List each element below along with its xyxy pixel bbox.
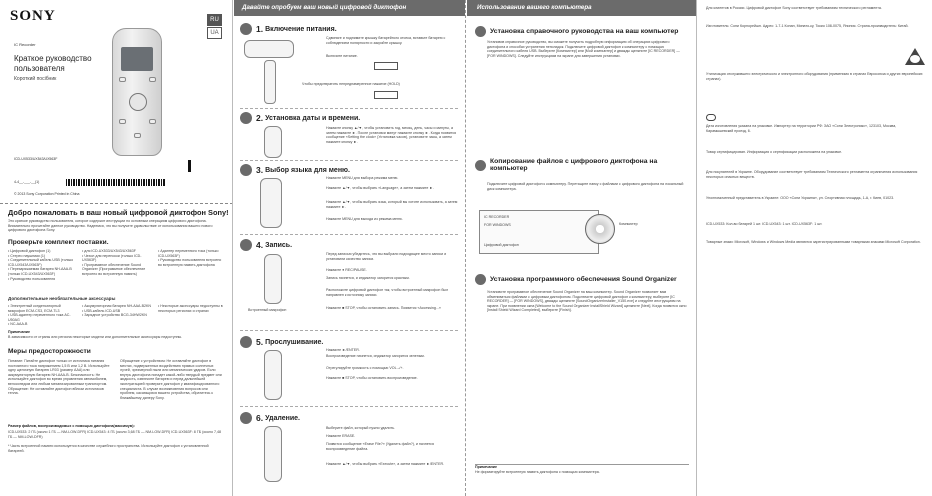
divider [240, 234, 458, 235]
legal-text: Уполномоченный представитель в Украине: ООО «Сони Украина», ул. Спортивная площадь, 1-А, г. Киев, 01023. [706, 196, 895, 200]
list-item: • Руководство пользователя [8, 277, 76, 282]
step-5-title [240, 336, 323, 348]
footnote-sizes: ICD-UX533: 2 ГБ (около 1 ГБ — NM-LOW-DFR) ICD-UX543: 4 ГБ (около 3,68 ГБ — NM-LOW-DFR) ICD-UX563F: 8 ГБ (около 7,48 ГБ — NM-LOW-DFR) [8, 430, 221, 439]
step-bullet-icon [240, 112, 252, 124]
step-1-power: Включите питание. [326, 54, 358, 58]
step-number: 2. [256, 113, 264, 123]
step-3-item: Нажмите MENU для выбора режима меню. [326, 176, 399, 180]
install-guide-text: Установив справочное руководство, вы сможете получить подробную информацию об операциях цифрового диктофона и способах устранения неполадок. Подключите цифровой диктофон к компьютеру с помощью соединительного кабеля USB. Выберите [Компьютер] или [Мой компьютер] и дважды щелкните [IC RECORDER] — [FOR WINDOWS]. Следуйте инструкциям на экране для завершения установки. [487, 40, 680, 58]
recorder-illustration [264, 254, 282, 304]
recorder-button [149, 119, 156, 124]
divider [240, 406, 458, 407]
step-number: 3. [256, 165, 264, 175]
step-number: 1. [256, 24, 264, 34]
step-5-item: Воспроизведение начнется, индикатор загорится зеленым. [326, 354, 425, 358]
quick-steps-panel [234, 0, 466, 496]
step-3-item: Нажмите ▲/▼, чтобы выбрать язык, который вы хотите использовать, а затем нажмите ►. [326, 200, 458, 209]
intro-text: Это краткое руководство пользователя, которое содержит инструкции по основным операциям цифрового диктофона. Внимательно прочитайте данное руководство. Надеемся, что вы получите удовольствие от использования вашего нового цифрового диктофона Sony. [8, 219, 213, 233]
contents-list-3 [158, 249, 226, 267]
step-3-item: Нажмите ▲/▼, чтобы выбрать «Language», а затем нажмите ►. [326, 186, 434, 190]
computer-panel [467, 0, 697, 496]
step-6-item: Выберите файл, который нужно удалить. [326, 426, 395, 430]
list-item: • Соединительный кабель USB (только ICD-UX543/UX563F) [8, 258, 76, 267]
section-title-text: Копирование файлов с цифрового диктофона на компьютер [489, 158, 658, 172]
device-label: Цифровой диктофон [484, 243, 519, 247]
section-bullet-icon [475, 274, 486, 285]
cover-panel [0, 0, 233, 496]
lang-tab-ru: RU [207, 14, 222, 26]
list-item: • Программное обеспечение Sound Organizer (Программное обеспечение встроено во встроенную память) [82, 263, 152, 277]
step-2-title [240, 112, 360, 124]
legal-panel [698, 0, 932, 496]
note-label: Примечание [8, 330, 31, 334]
model-numbers: ICD-UX533/UX543/UX563F [14, 157, 58, 161]
step-title-text: Удаление. [265, 414, 300, 422]
step-title-text: Запись. [265, 241, 293, 249]
step-1-title [240, 23, 337, 35]
barcode [66, 179, 166, 186]
list-item: • Зарядное устройство BCG-34HW2KN [82, 313, 152, 318]
step-bullet-icon [240, 23, 252, 35]
power-switch-illustration [374, 62, 398, 70]
divider [240, 160, 458, 161]
recorder-illustration [264, 350, 282, 400]
step-title-text: Установка даты и времени. [265, 114, 361, 122]
legal-text: Дата изготовления указана на упаковке. Импортер на территории РФ: ЗАО «Сони Электроникс», 123103, Москва, Карамышевский проезд, 6. [706, 124, 897, 133]
step-5-item: Нажмите ►/ENTER. [326, 348, 360, 352]
note-text: В зависимости от страны или региона некоторые модели или дополнительные аксессуары недоступны. [8, 335, 183, 339]
step-2-instruction: Нажмите кнопку ▲/▼, чтобы установить год, месяц, день, часы и минуты, а затем нажмите ►. После установки минут нажмите кнопку ►. Когда появится сообщение «Setting the clock» (Установка часов), установите часы, а затем нажмите кнопку ►. [326, 126, 457, 144]
list-item: • Некоторые аксессуары недоступны в некоторых регионах и странах [158, 304, 226, 313]
section-install-guide-heading [475, 26, 678, 37]
step-6-item: Нажмите ERASE. [326, 434, 356, 438]
warning-triangle-inner [910, 55, 920, 63]
product-type: IC Recorder [14, 42, 36, 47]
guide-title-ua: Короткий посібник [14, 76, 57, 82]
guide-title: Краткое руководство пользователя [14, 54, 92, 73]
list-item: • NC-AAA-B [8, 322, 76, 327]
divider [0, 203, 233, 204]
step-title-text: Включение питания. [265, 25, 337, 33]
precautions-col-1: Питание: Питайте диктофон только от источника питания постоянного тока напряжением 1,5 В или 1,2 В. Используйте одну щелочную батарею LR03 (размер AAA) или аккумуляторную батарею NH-AAA-B. Безопасность: Не используйте диктофон во время управления автомобилем, велосипедом или любым механизированным транспортом. Обращение: Не оставляйте диктофон вблизи источников тепла. [8, 359, 110, 396]
list-item: • USB-кабель ICD-USB [82, 309, 152, 314]
step-title-text: Прослушивание. [265, 338, 324, 346]
list-item: • Перезаряжаемая батарея NH-AAA-B (только ICD-UX543/UX563F) [8, 267, 76, 276]
step-bullet-icon [240, 336, 252, 348]
step-number: 4. [256, 240, 264, 250]
list-item: • Электретный конденсаторный микрофон ECM-CS3, ECM-TL3 [8, 304, 76, 313]
folder-label: FOR WINDOWS [484, 223, 511, 227]
step-6-item: Появится сообщение «Erase File?» (Удалить файл?), и начнется воспроизведение файла. [326, 442, 434, 451]
folder-label: IC RECORDER [484, 215, 510, 219]
step-1-instruction: Сдвиньте и поднимите крышку батарейного отсека, вставьте батарею с соблюдением полярности и закройте крышку. [326, 36, 446, 45]
recorder-illustration [112, 28, 162, 156]
accessories-list-1 [8, 304, 76, 327]
step-number: 6. [256, 413, 264, 423]
recorder-button [149, 77, 156, 82]
step-1-hold: Чтобы предотвратить непреднамеренное нажатие (HOLD) [302, 82, 400, 86]
precautions-col-2: Обращение с устройством: Не оставляйте диктофон в местах, подверженных воздействию прямых солнечных лучей, чрезмерной пыли или механических ударов. Если внутрь диктофона попадет какой-либо твердый предмет или жидкость, извлеките батарею и перед дальнейшей эксплуатацией проверьте диктофон у квалифицированного специалиста. В случае возникновения вопросов или проблем, касающихся вашего устройства, обратитесь к ближайшему дилеру Sony. [120, 359, 222, 400]
recorder-screen [121, 47, 153, 71]
contents-list-1 [8, 249, 76, 281]
step-4-item: Запись начнется, и индикатор загорится красным. [326, 276, 410, 280]
legal-text: Изготовитель: Сони Корпорейшн. Адрес: 1-7-1 Конан, Минато-ку, Токио 108-0075, Япония. Страна-производитель: Китай. [706, 24, 909, 28]
step-4-title [240, 239, 292, 251]
recorder-side-illustration [264, 60, 276, 104]
welcome-heading: Добро пожаловать в ваш новый цифровой диктофон Sony! [8, 208, 229, 217]
step-bullet-icon [240, 164, 252, 176]
recorder-illustration [264, 426, 282, 482]
recorder-button [119, 119, 126, 124]
computer-drive-icon [585, 214, 615, 244]
recorder-button [134, 133, 141, 138]
section-title-text: Установка программного обеспечения Sound Organizer [490, 276, 677, 283]
copyright: © 2013 Sony Corporation Printed in China [14, 192, 80, 196]
step-5-item: Отрегулируйте громкость с помощью VOL –/+. [326, 366, 404, 370]
step-bullet-icon [240, 239, 252, 251]
step-4-note: Перед записью убедитесь, что вы выбрали подходящее место записи и установили качество записи. [326, 252, 447, 261]
step-4-item: Нажмите ■ STOP, чтобы остановить запись. Появится «Accessing...» [326, 306, 441, 310]
recorder-button [119, 77, 126, 82]
footnote-title: Размер файлов, воспроизводимых с помощью диктофона(максимум): [8, 424, 135, 428]
language-tabs [207, 14, 222, 40]
list-item: • Адаптер переменного тока (только ICD-UX563F) [158, 249, 226, 258]
legal-text: Утилизация отслужившего электрического и электронного оборудования (применимо в странах Евросоюза и других европейских странах). [706, 72, 923, 81]
legal-text: Товарные знаки: Microsoft, Windows и Windows Media являются зарегистрированными товарными знаками Microsoft Corporation. [706, 240, 921, 244]
computer-label: Компьютер [619, 222, 638, 226]
brand-logo: SONY [10, 8, 56, 24]
recycle-icon [706, 114, 716, 121]
marker-bar [188, 160, 191, 172]
battery-illustration [244, 40, 294, 58]
step-4-item: Расположите цифровой диктофон так, чтобы встроенный микрофон был направлен к источнику записи. [326, 288, 449, 297]
step-4-item: Нажмите ● REC/PAUSE. [326, 268, 367, 272]
panel-header: Использование вашего компьютера [467, 0, 697, 16]
step-title-text: Выбор языка для меню. [265, 166, 350, 174]
sound-organizer-text: Установите программное обеспечение Sound Organizer на ваш компьютер. Sound Organizer позволяет вам обмениваться файлами с цифровым диктофоном. Подключите цифровой диктофон к компьютеру, выберите [IC RECORDER] — [FOR WINDOWS], дважды щелкните [SoundOrganizerInstaller_V150.exe] и следуйте инструкциям на экране. При появлении окна [Welcome to the Sound Organizer InstallShield Wizard] щелкните [Next]. Когда появится окно [Install Shield Wizard Completed], выберите [Finish]. [487, 290, 687, 313]
section-bullet-icon [475, 160, 486, 171]
step-number: 5. [256, 337, 264, 347]
list-item: • Цифровой диктофон (1) [8, 249, 76, 254]
note-text: Не форматируйте встроенную память диктофона с помощью компьютера. [475, 469, 600, 474]
step-3-title [240, 164, 350, 176]
list-item: • USB-адаптер переменного тока AC-U50AG [8, 313, 76, 322]
explorer-illustration [479, 210, 599, 254]
list-item: • Чехол для переноски (только ICD-UX563F) [82, 254, 152, 263]
hold-switch-illustration [374, 91, 398, 99]
section-title-text: Установка справочного руководства на ваш компьютер [490, 28, 679, 35]
accessories-list-2 [82, 304, 152, 318]
section-copy-files-heading [475, 158, 696, 172]
step-bullet-icon [240, 412, 252, 424]
legal-text: ICD-UX533: Кол-во батарей 1 шт. ICD-UX543: 1 шт. ICD-UX563F: 1 шт. [706, 222, 823, 226]
precautions-heading: Меры предосторожности [8, 348, 91, 355]
recorder-illustration [264, 126, 282, 158]
legal-text: Товар сертифицирован. Информация о сертификации расположена на упаковке. [706, 150, 843, 154]
divider [240, 330, 458, 331]
step-6-item: Нажмите ▲/▼, чтобы выбрать «Execute», а затем нажмите ►/ENTER. [326, 462, 445, 466]
list-item: • для ICD-UX533/UX543/UX563F [82, 249, 152, 254]
optional-accessories-heading: Дополнительные необязательные аксессуары [8, 296, 116, 301]
lang-tab-ua: UA [207, 27, 222, 39]
step-3-item: Нажмите MENU для выхода из режима меню. [326, 217, 403, 221]
panel-header: Давайте опробуем ваш новый цифровой диктофон [234, 0, 466, 16]
section-bullet-icon [475, 26, 486, 37]
list-item: • Руководство пользователя встроено во встроенную память диктофона [158, 258, 226, 267]
footnote-memory: * Часть встроенной памяти используется в качестве служебного пространства. Используйте диктофон с установленной батареей. [8, 444, 209, 453]
mic-label: Встроенный микрофон [248, 308, 287, 312]
section-sound-organizer-heading [475, 274, 677, 285]
product-code: 4-4__-___-__(1) [14, 180, 40, 184]
accessories-list-3 [158, 304, 226, 313]
divider [240, 108, 458, 109]
note-box [475, 464, 689, 490]
step-6-title [240, 412, 300, 424]
recorder-control-ring [129, 93, 147, 111]
legal-text: Для клиентов в России. Цифровой диктофон Sony соответствует требованиям технического регламента. [706, 6, 882, 10]
step-5-item: Нажмите ■ STOP, чтобы остановить воспроизведение. [326, 376, 418, 380]
list-item: • Стерео наушники (1) [8, 254, 76, 259]
copy-files-text: Подключите цифровой диктофон к компьютеру. Перетащите папку с файлами с цифрового диктофона на локальный диск компьютера. [487, 182, 684, 191]
contents-list-2 [82, 249, 152, 277]
legal-text: Для покупателей в Украине. Оборудование соответствует требованиям Технического регламента ограничения использования некоторых опасных веществ. [706, 170, 918, 179]
recorder-illustration [260, 178, 282, 228]
list-item: • Аккумуляторная батарея NH-AAA-B2KN [82, 304, 152, 309]
note-label: Примечание [475, 465, 498, 469]
check-contents-heading: Проверьте комплект поставки. [8, 239, 109, 246]
